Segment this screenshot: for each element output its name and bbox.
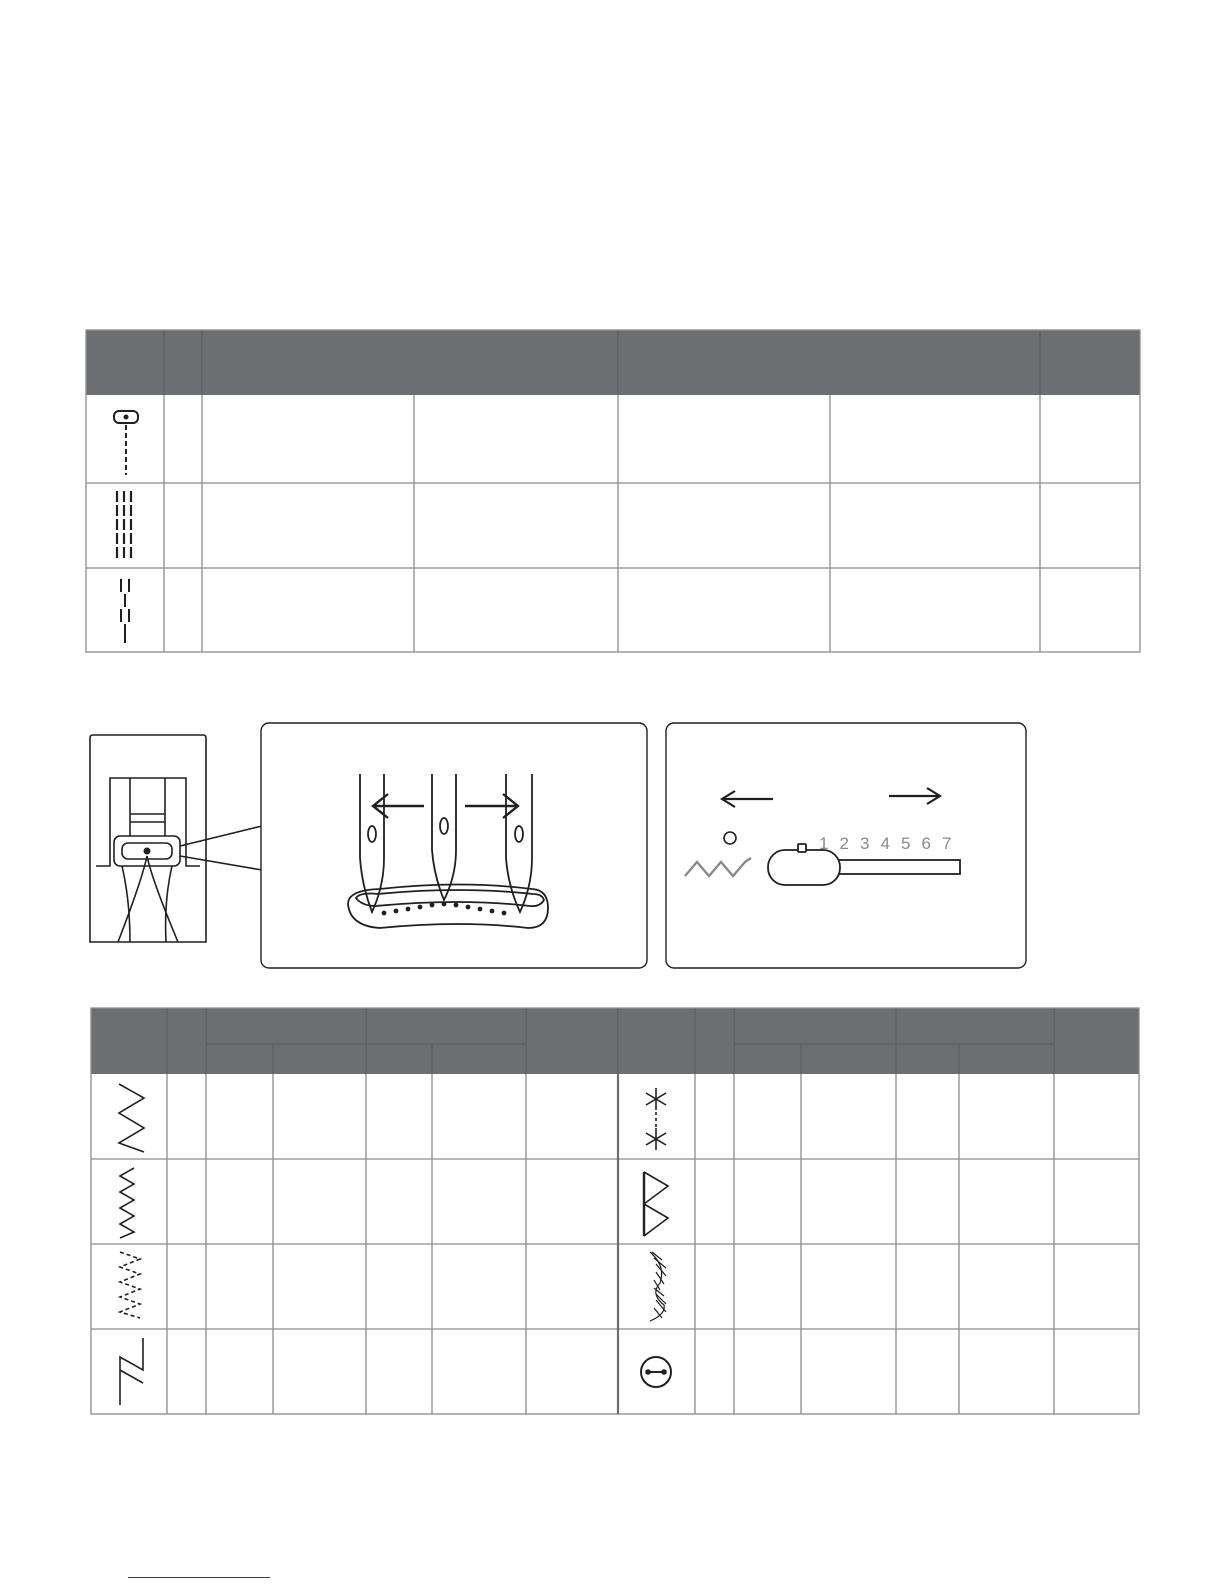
dial-number-3: 3 — [860, 834, 870, 853]
narrow-zigzag-stitch-icon — [120, 1168, 134, 1238]
footer-link-underline[interactable] — [128, 1555, 270, 1578]
dial-number-6: 6 — [921, 834, 931, 853]
satin-scallop-stitch-icon — [650, 1252, 666, 1321]
dial-number-4: 4 — [880, 834, 890, 853]
dial-number-7: 7 — [942, 834, 952, 853]
triangle-stitch-icon — [644, 1172, 668, 1236]
decorative-star-stitch-icon — [646, 1088, 666, 1150]
dial-number-5: 5 — [901, 834, 911, 853]
dial-number-1: 1 — [819, 834, 829, 853]
dial-number-2: 2 — [839, 834, 849, 853]
zigzag-stitch-icon — [119, 1084, 144, 1152]
multi-step-zigzag-icon — [120, 1252, 140, 1318]
table-header-band — [91, 1008, 1139, 1074]
buttonhole-icon — [641, 1357, 671, 1387]
